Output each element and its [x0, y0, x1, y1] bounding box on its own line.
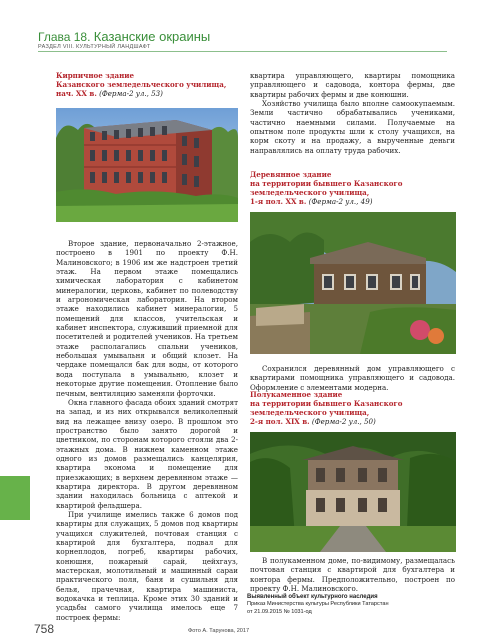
photo-caption-3 — [250, 391, 455, 427]
caption-2-address: (Ферма-2 ул., 49) — [308, 196, 373, 206]
body-paragraph: Хозяйство училища было вполне самоокупаемым. Земли частично обрабатывались учениками, частично наемными силами. Получаемые на опытном поле продукты шли к столу учащихся, на корм скоту и на продажу, а вырученные деньги направлялись на оплату труда рабочих. — [250, 99, 455, 155]
caption-3-title-line: Полукаменное здание — [250, 390, 343, 399]
caption-2-title-line: Деревянное здание — [250, 170, 332, 179]
caption-1-title-line: нач. XX в. — [56, 88, 97, 98]
body-paragraph: При училище имелись также 6 домов под квартиры для служащих, 5 домов под квартиры учащихся служителей, почтовая станция с квартирой для бухгалтера, подвал для корнеплодов, погреб, квартиры рабочих, конюшня, пожарный сарай, цейхгауз, мастерская, молотильный и машинный сараи практического поля, баня и сушильня для белья, прачечная, квартира машиниста, водокачка и теплица. Кроме этих 30 зданий и усадьбы самого училища имелось еще 7 построек фермы: — [56, 509, 238, 622]
caption-2-title-line: на территории бывшего Казанского — [250, 178, 403, 188]
header-divider — [38, 51, 447, 52]
body-paragraph: Окна главного фасада обоих зданий смотрят на запад, и из них открывался великолепный вид на лежащее внизу озеро. В прошлом это пространство было занято дорогой и цветником, по сторонам которого стояли два 2-этажных дома. В нижнем каменном этаже одного из домов размещались канцелярия, квартира эконома и помещение для приезжающих; в верхнем деревянном этаже — квартира директора. В другом деревянном здании находилась больница с аптекой и квартирой фельдшера. — [56, 397, 238, 510]
page-number: 758 — [34, 622, 55, 636]
body-paragraph: квартира управляющего, квартиры помощника управляющего и садовода, контора фермы, две квартиры рабочих фермы и две конюшни. — [250, 71, 455, 99]
heritage-note — [247, 594, 457, 616]
photo-caption-2 — [250, 171, 455, 207]
caption-2-title-line: земледельческого училища, — [250, 187, 370, 197]
caption-3-title-line: 2-я пол. XIX в. — [250, 416, 310, 426]
right-bottom-text — [250, 556, 455, 593]
caption-2-title-line: 1-я пол. XX в. — [250, 196, 307, 206]
caption-3-title-line: на территории бывшего Казанского — [250, 398, 403, 408]
caption-1-title-line: Казанского земледельческого училища, — [56, 79, 227, 89]
heritage-order-date: от 21.09.2015 № 1031-од — [247, 608, 312, 615]
brick-building-photo — [56, 108, 238, 222]
photo-caption-1 — [56, 72, 236, 99]
chapter-name: Казанские окраины — [93, 29, 211, 44]
right-top-text — [250, 71, 455, 155]
left-text-block — [56, 239, 238, 622]
half-stone-house-photo — [250, 432, 456, 552]
photo-credit: Фото А. Тарунова, 2017 — [188, 628, 250, 634]
body-paragraph: В полукаменном доме, по-видимому, размещалась почтовая станция с квартирой для бухгалтера и контора фермы. Предположительно, построен по проекту Ф.Н. Малиновского. — [250, 556, 455, 594]
caption-1-address: (Ферма-2 ул., 53) — [99, 88, 163, 98]
caption-1-title-line: Кирпичное здание — [56, 71, 135, 80]
heritage-title: Выявленный объект культурного наследия — [247, 594, 378, 600]
section-label: РАЗДЕЛ VIII. КУЛЬТУРНЫЙ ЛАНДШАФТ — [38, 44, 151, 50]
right-middle-text — [250, 364, 455, 392]
heritage-order: Приказ Министерства культуры Республики Татарстан — [247, 601, 389, 608]
wooden-house-photo — [250, 212, 456, 354]
chapter-heading — [38, 29, 210, 44]
caption-3-title-line: земледельческого училища, — [250, 407, 370, 417]
body-paragraph: Второе здание, первоначально 2-этажное, построено в 1901 по проекту Ф.Н. Малиновского; в 1906 им же надстроен третий этаж. На первом этаже помещались химическая лаборатория с кабинетом минералогии, церковь, кабинет по полеводству и агрономическая лаборатория. На втором этаже находились кабинет минералогии, 5 помещений для классов, учительская и кабинет инспектора, служивший приемной для посетителей и родителей учеников. На третьем этаже располагались спальни учеников, небольшая умывальня и общий клозет. На чердаке помещался бак для воды, от которого вода поступала в умывальню, клозет и некоторые другие помещения. Отопление было печным, вентиляцию заменяли форточки. — [56, 239, 238, 398]
page-edge-tab — [0, 476, 30, 520]
chapter-number: Глава 18. — [38, 30, 91, 44]
body-paragraph: Сохранился деревянный дом управляющего с квартирами помощника управляющего и садовода. Оформление с элементами модерна. — [250, 364, 455, 392]
caption-3-address: (Ферма-2 ул., 50) — [311, 416, 376, 426]
